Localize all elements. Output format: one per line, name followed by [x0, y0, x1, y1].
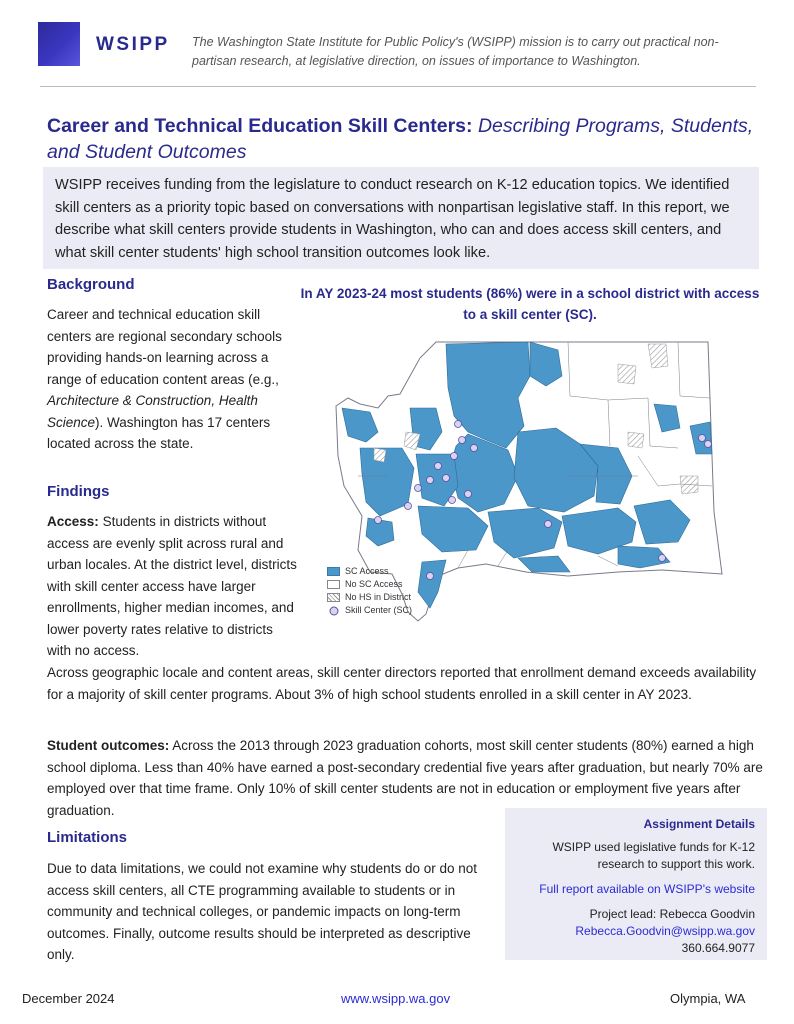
skill-center-marker — [545, 521, 552, 528]
intro-box: WSIPP receives funding from the legislature to conduct research on K-12 education topics. We identified skill centers as a priority topic based on conversations with nonpartisan legislative staff. In this report, we describe what skill centers provide students in Washington, who can and does access skill centers, and what skill center students' high school transition outcomes look like. — [43, 167, 759, 269]
title-main: Career and Technical Education Skill Centers: — [47, 115, 473, 137]
skill-center-marker — [455, 421, 462, 428]
project-lead: Project lead: Rebecca Goodvin — [589, 907, 755, 921]
map-caption: In AY 2023-24 most students (86%) were in a school district with access to a skill center (SC). — [300, 286, 760, 322]
limitations-text: Due to data limitations, we could not examine why students do or do not access skill centers, all CTE programming available to students or in community and technical colleges, or pandemic impacts on long-term outcomes. Finally, outcome results should be interpreted as descriptive only. — [47, 861, 477, 962]
background-text-examples: Architecture & Construction, Health Science — [47, 393, 258, 430]
legend-sc-access-label: SC Access — [345, 566, 389, 576]
no-sc-access-swatch — [327, 580, 340, 589]
skill-center-marker — [427, 477, 434, 484]
skill-center-marker — [659, 555, 666, 562]
skill-center-marker — [435, 463, 442, 470]
header-divider — [40, 86, 756, 87]
skill-center-marker — [705, 441, 712, 448]
skill-center-marker — [459, 437, 466, 444]
legend-no-hs-label: No HS in District — [345, 592, 412, 602]
skill-center-marker — [405, 503, 412, 510]
mission-statement: The Washington State Institute for Public Policy's (WSIPP) mission is to carry out practical non-partisan research, at legislative direction, on issues of importance to Washington. — [192, 35, 719, 68]
project-lead-phone: 360.664.9077 — [681, 941, 755, 955]
demand-paragraph: Across geographic locale and content areas, skill center directors reported that enrollment demand exceeds availability for a majority of skill center programs. About 3% of high school students enrolled in a skill center in AY 2023. — [47, 665, 757, 702]
report-title — [47, 113, 762, 165]
no-hs-swatch — [327, 593, 340, 602]
full-report-link[interactable]: Full report available on WSIPP's website — [539, 882, 755, 896]
legend-no-hs — [327, 591, 412, 604]
skill-center-marker — [449, 497, 456, 504]
footer-location: Olympia, WA — [670, 991, 746, 1006]
project-lead-email[interactable]: Rebecca.Goodvin@wsipp.wa.gov — [575, 924, 755, 938]
sc-access-swatch — [327, 567, 340, 576]
legend-no-sc-access — [327, 578, 412, 591]
legend-skill-center-label: Skill Center (SC) — [345, 605, 413, 615]
access-label: Access: — [47, 514, 99, 529]
assignment-heading: Assignment Details — [643, 817, 755, 831]
legend-skill-center — [327, 604, 412, 617]
skill-center-marker — [465, 491, 472, 498]
assignment-details-box — [505, 808, 767, 960]
wsipp-logo-mark — [38, 22, 80, 66]
background-text-part1: Career and technical education skill centers are regional secondary schools providing hands-on learning across a range of education content areas (e.g., — [47, 307, 282, 387]
map-legend — [327, 565, 412, 617]
wsipp-logo-text: WSIPP — [96, 34, 170, 55]
findings-heading: Findings — [47, 483, 110, 500]
outcomes-text: Across the 2013 through 2023 graduation cohorts, most skill center students (80%) earned a high school diploma. Less than 40% have earned a post-secondary credential five years after graduation, but nearly 70% are employed over that time frame. Only 10% of skill center students are not in education or employment five years after graduation. — [47, 738, 763, 818]
title-subtitle: Describing Programs, Students, and Student Outcomes — [47, 115, 754, 163]
access-text: Students in districts without access are evenly split across rural and urban locales. At the district level, districts with skill center access have larger enrollments, higher median incomes, and lower poverty rates relative to districts with no access. — [47, 514, 297, 658]
limitations-heading: Limitations — [47, 829, 128, 846]
background-text-part2: ). Washington has 17 centers located across the state. — [47, 414, 271, 451]
footer-date: December 2024 — [22, 991, 115, 1006]
skill-center-marker — [375, 517, 382, 524]
skill-center-marker — [443, 475, 450, 482]
skill-center-marker — [427, 573, 434, 580]
skill-center-marker — [415, 485, 422, 492]
outcomes-label: Student outcomes: — [47, 738, 170, 753]
legend-sc-access — [327, 565, 412, 578]
access-paragraph — [47, 511, 297, 662]
legend-no-sc-access-label: No SC Access — [345, 579, 403, 589]
footer-website-link[interactable]: www.wsipp.wa.gov — [341, 991, 451, 1006]
skill-center-marker — [451, 453, 458, 460]
skill-center-icon — [327, 605, 340, 616]
background-heading: Background — [47, 276, 135, 293]
skill-center-marker — [471, 445, 478, 452]
assignment-funds-text: WSIPP used legislative funds for K-12 research to support this work. — [552, 840, 755, 871]
background-text — [47, 304, 287, 455]
skill-center-marker — [699, 435, 706, 442]
